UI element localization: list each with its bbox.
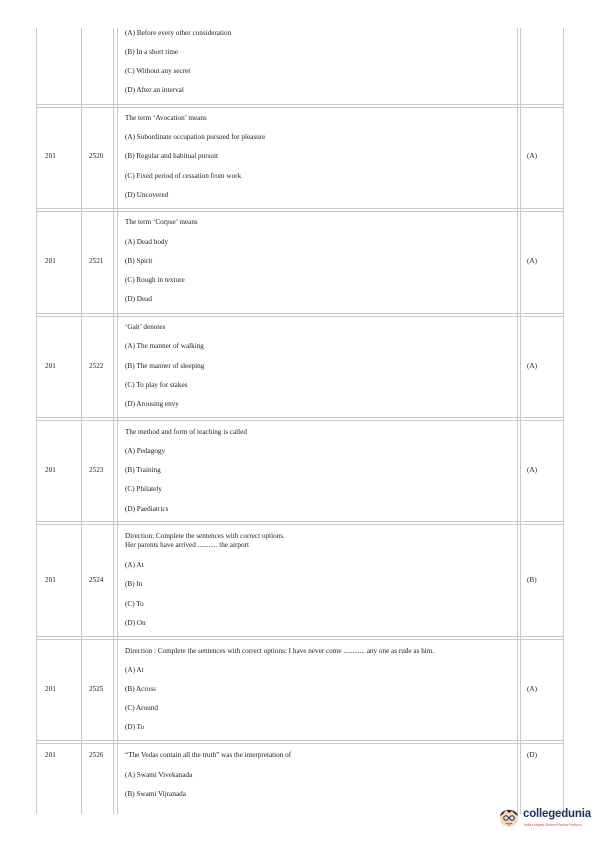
option-text: (A) The manner of walking [125,342,204,350]
option-text: (A) Before every other consideration [125,29,232,37]
option-text: (C) Fixed period of cessation from work [125,172,242,180]
question-number: 2522 [89,362,104,370]
option-text: (D) Dead [125,295,152,303]
option-text: (C) Rough in texture [125,276,185,284]
answer-key: (D) [527,751,537,759]
row-rule [36,208,564,209]
question-text: Direction : Complete the sentences with correct options: I have never come ............ any one as rude as him. [125,647,435,655]
option-text: (B) Regular and habitual pursuit [125,152,219,160]
option-text: (A) At [125,666,144,674]
option-text: (B) Swami Vijranada [125,790,186,798]
option-text: (D) Arousing envy [125,400,179,408]
row-rule [36,107,564,108]
paper-number: 201 [45,576,56,584]
answer-key: (A) [527,362,537,370]
row-rule [36,211,564,212]
column-rule [517,28,518,814]
answer-key: (A) [527,466,537,474]
paper-number: 201 [45,751,56,759]
option-text: (A) At [125,561,144,569]
column-rule [36,28,37,814]
row-rule [36,521,564,522]
option-text: (D) After an interval [125,86,184,94]
question-text: “The Vedas contain all the truth” was the interpretation of [125,751,292,759]
logo-tagline: India's largest Student Review Platform [524,823,582,827]
question-number: 2523 [89,466,104,474]
option-text: (C) Without any secret [125,67,191,75]
question-number: 2526 [89,751,104,759]
option-text: (A) Pedagogy [125,447,166,455]
column-rule [520,28,521,814]
row-rule [36,740,564,741]
row-rule [36,420,564,421]
answer-key: (A) [527,685,537,693]
question-text: The term ‘Corpse’ means [125,218,198,226]
logo-brand-text: collegedunia [523,808,591,820]
option-text: (D) To [125,723,145,731]
answer-key: (B) [527,576,537,584]
paper-number: 201 [45,685,56,693]
option-text: (D) Paediatrics [125,505,169,513]
option-text: (C) Philately [125,485,162,493]
answer-key: (A) [527,152,537,160]
paper-number: 201 [45,257,56,265]
question-number: 2524 [89,576,104,584]
option-text: (B) In [125,580,143,588]
option-text: (A) Swami Vivekanada [125,771,193,779]
option-text: (B) Across [125,685,156,693]
option-text: (B) The manner of sleeping [125,362,205,370]
row-rule [36,524,564,525]
option-text: (D) Uncovered [125,191,169,199]
question-text: Direction: Complete the sentences with correct options. [125,532,285,540]
option-text: (B) In a short time [125,48,179,56]
row-rule [36,313,564,314]
column-rule [563,28,564,814]
question-text: ‘Gait’ denotes [125,323,166,331]
question-text: The method and form of teaching is called [125,428,247,436]
row-rule [36,636,564,637]
option-text: (C) Around [125,704,158,712]
paper-number: 201 [45,466,56,474]
row-rule [36,417,564,418]
paper-number: 201 [45,152,56,160]
question-number: 2520 [89,152,104,160]
question-text: Her parents have arrived ........... the airport [125,541,249,549]
option-text: (C) To [125,600,144,608]
answer-key: (A) [527,257,537,265]
column-rule [113,28,114,814]
row-rule [36,743,564,744]
question-text: The term ‘Avocation’ means [125,114,207,122]
option-text: (B) Training [125,466,161,474]
question-number: 2521 [89,257,104,265]
option-text: (B) Spirit [125,257,153,265]
option-text: (C) To play for stakes [125,381,188,389]
row-rule [36,316,564,317]
option-text: (A) Dead body [125,238,169,246]
column-rule [117,28,118,814]
paper-number: 201 [45,362,56,370]
option-text: (A) Subordinate occupation pursued for pleasure [125,133,266,141]
column-rule [81,28,82,814]
collegedunia-logo [497,804,592,832]
option-text: (D) On [125,619,146,627]
mascot-icon [497,805,521,829]
row-rule [36,104,564,105]
row-rule [36,639,564,640]
question-number: 2525 [89,685,104,693]
